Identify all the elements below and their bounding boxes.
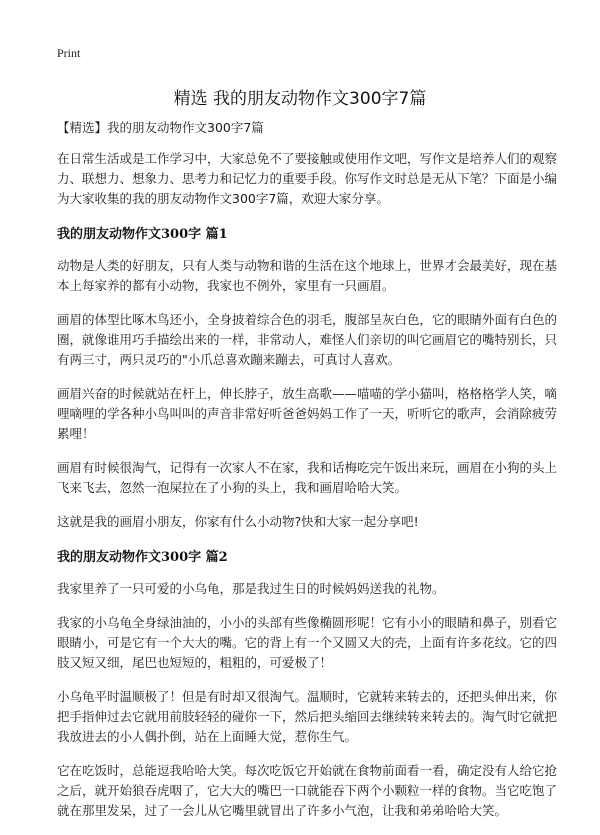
article-body — [57, 118, 557, 835]
paragraph: 画眉有时候很淘气，记得有一次家人不在家，我和话梅吃完午饭出来玩，画眉在小狗的头上飞来飞去，忽然一泡屎拉在了小狗的头上，我和画眉哈哈大笑。 — [57, 460, 558, 495]
paragraph: 画眉的体型比啄木鸟还小，全身披着综合色的羽毛，腹部呈灰白色，它的眼睛外面有白色的圈，就像谁用巧手描绘出来的一样，非常动人，难怪人们亲切的叫它画眉它的嘴特别长，只有两三寸，两只灵巧的"小爪总喜欢蹦来蹦去，可真讨人喜欢。 — [57, 312, 558, 367]
section-heading-1: 我的朋友动物作文300字 篇1 — [57, 227, 228, 242]
paragraph: 它在吃饭时，总能逗我哈哈大笑。每次吃饭它开始就在食物前面看一看，确定没有人给它抢之后，就开始狼吞虎咽了，它大大的嘴巴一口就能吞下两个小颗粒一样的食物。当它吃饱了就在那里发呆，过了一会儿从它嘴里就冒出了许多小气泡，让我和弟弟哈哈大笑。 — [57, 763, 558, 818]
paragraph: 这就是我的画眉小朋友，你家有什么小动物?快和大家一起分享吧! — [57, 514, 419, 529]
print-link[interactable]: Print — [57, 46, 81, 60]
section-heading-2: 我的朋友动物作文300字 篇2 — [57, 550, 228, 565]
paragraph: 我家的小乌龟全身绿油油的，小小的头部有些像椭圆形呢！它有小小的眼睛和鼻子，别看它眼睛小，可是它有一个大大的嘴。它的背上有一个又圆又大的壳，上面有许多花纹。它的四肢又短又细，尾巴也短短的，粗粗的，可爱极了！ — [57, 615, 558, 670]
paragraph: 我家里养了一只可爱的小乌龟，那是我过生日的时候妈妈送我的礼物。 — [57, 581, 445, 596]
paragraph: 小乌龟平时温顺极了！但是有时却又很淘气。温顺时，它就转来转去的，还把头伸出来，你把手指伸过去它就用前肢轻轻的碰你一下，然后把头缩回去继续转来转去的。淘气时它就把我放进去的小人偶扑倒，站在上面睡大觉，惹你生气。 — [57, 689, 558, 744]
paragraph: 动物是人类的好朋友，只有人类与动物和谐的生活在这个地球上，世界才会最美好，现在基本上每家养的都有小动物，我家也不例外，家里有一只画眉。 — [57, 258, 558, 293]
paragraph: 画眉兴奋的时候就站在杆上，伸长脖子，放生高歌——喵喵的学小猫叫，格格格学人笑，嘀哩嘀哩的学各种小鸟叫叫的声音非常好听爸爸妈妈工作了一天，听听它的歌声，会消除疲劳累哩！ — [57, 386, 558, 441]
article-subtitle: 【精选】我的朋友动物作文300字7篇 — [57, 120, 264, 135]
intro-paragraph: 在日常生活或是工作学习中，大家总免不了要接触或使用作文吧，写作文是培养人们的观察力、联想力、想象力、思考力和记忆力的重要手段。你写作文时总是无从下笔？下面是小编为大家收集的我的朋友动物作文300字7篇，欢迎大家分享。 — [57, 151, 558, 206]
page-title: 精选 我的朋友动物作文300字7篇 — [173, 89, 427, 109]
